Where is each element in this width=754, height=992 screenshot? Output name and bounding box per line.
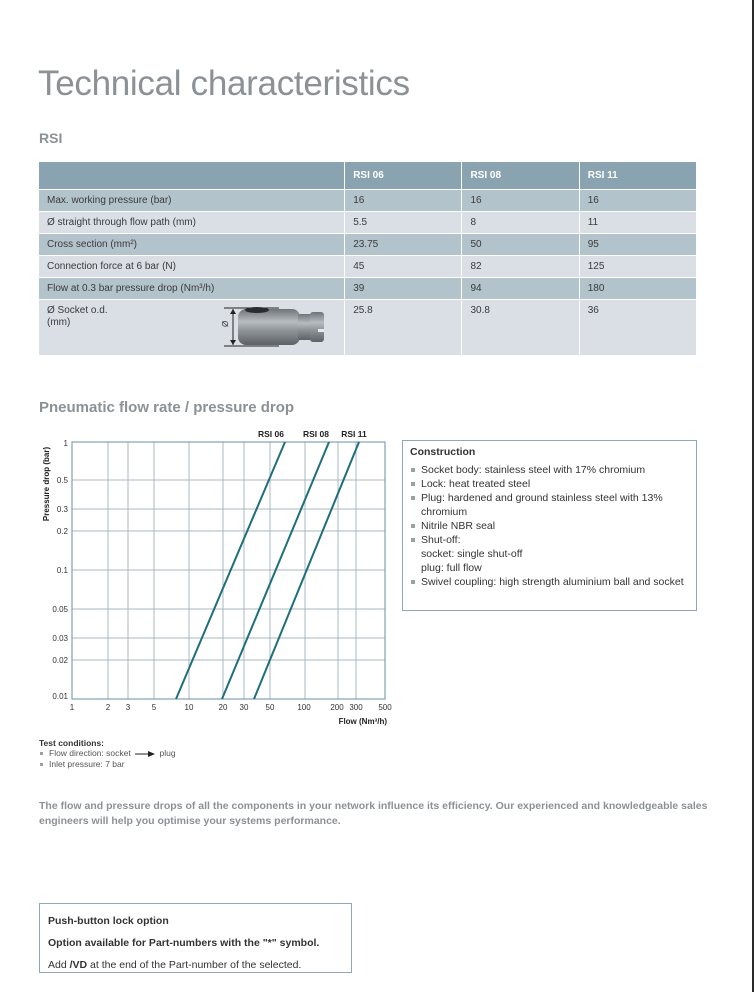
row-value: 23.75 bbox=[345, 233, 462, 255]
svg-text:0.5: 0.5 bbox=[56, 476, 68, 485]
list-item-sub: plug: full flow bbox=[421, 562, 482, 574]
construction-title: Construction bbox=[410, 446, 476, 458]
lock-option-box bbox=[39, 903, 352, 973]
table-row bbox=[39, 211, 697, 233]
svg-text:50: 50 bbox=[265, 703, 275, 712]
row-value: 25.8 bbox=[345, 299, 462, 355]
row-value: 30.8 bbox=[462, 299, 579, 355]
svg-text:0.2: 0.2 bbox=[56, 527, 68, 536]
test-conditions-list bbox=[39, 748, 176, 770]
svg-text:20: 20 bbox=[218, 703, 228, 712]
table-header-rsi06: RSI 06 bbox=[345, 162, 462, 189]
test-conditions bbox=[39, 738, 176, 770]
svg-text:1: 1 bbox=[69, 703, 75, 712]
row-value: 180 bbox=[579, 277, 696, 299]
instruction-suffix: at the end of the Part-number of the selected. bbox=[87, 959, 302, 971]
svg-text:100: 100 bbox=[297, 703, 311, 712]
row-value: 36 bbox=[579, 299, 696, 355]
svg-text:0.02: 0.02 bbox=[52, 656, 68, 665]
svg-text:1: 1 bbox=[63, 439, 68, 448]
row-value: 45 bbox=[345, 255, 462, 277]
svg-text:3: 3 bbox=[125, 703, 131, 712]
svg-text:0.01: 0.01 bbox=[52, 692, 68, 701]
lock-code: /VD bbox=[69, 959, 88, 971]
svg-text:0.3: 0.3 bbox=[56, 505, 68, 514]
row-value: 11 bbox=[579, 211, 696, 233]
series-label-rsi08: RSI 08 bbox=[303, 429, 329, 439]
lock-option-availability: Option available for Part-numbers with the "*" symbol. bbox=[48, 937, 320, 949]
section-label: RSI bbox=[39, 130, 63, 146]
spec-table bbox=[39, 162, 697, 356]
list-item-text: Shut-off: bbox=[421, 534, 461, 546]
socket-diagram-icon bbox=[219, 305, 334, 349]
list-item: Inlet pressure: 7 bar bbox=[39, 759, 176, 770]
chart-grid bbox=[72, 442, 385, 699]
list-item: Plug: hardened and ground stainless steel with 13% chromium bbox=[410, 491, 689, 519]
series-labels bbox=[258, 429, 367, 439]
list-item bbox=[39, 748, 176, 759]
flow-direction-suffix: plug bbox=[159, 748, 176, 758]
lock-option-instruction bbox=[48, 954, 343, 976]
row-label: Ø straight through flow path (mm) bbox=[39, 211, 345, 233]
chart-title: Pneumatic flow rate / pressure drop bbox=[39, 399, 295, 416]
lock-option-title: Push-button lock option bbox=[48, 915, 169, 927]
x-tick-labels bbox=[70, 703, 392, 712]
table-row bbox=[39, 233, 697, 255]
row-value: 50 bbox=[462, 233, 579, 255]
table-row bbox=[39, 189, 697, 211]
construction-box bbox=[402, 440, 697, 611]
series-label-rsi11: RSI 11 bbox=[341, 429, 367, 439]
list-item bbox=[410, 533, 689, 575]
row-label: Flow at 0.3 bar pressure drop (Nm³/h) bbox=[39, 277, 345, 299]
list-item: Swivel coupling: high strength aluminium ball and socket bbox=[410, 575, 689, 589]
series-label-rsi06: RSI 06 bbox=[258, 429, 284, 439]
test-conditions-title: Test conditions: bbox=[39, 738, 105, 748]
table-header-row bbox=[39, 162, 697, 189]
table-row bbox=[39, 277, 697, 299]
arrow-right-icon bbox=[135, 751, 155, 757]
svg-text:2: 2 bbox=[105, 703, 111, 712]
flow-direction-prefix: Flow direction: socket bbox=[49, 748, 131, 758]
list-item: Nitrile NBR seal bbox=[410, 519, 689, 533]
row-value: 125 bbox=[579, 255, 696, 277]
row-value: 95 bbox=[579, 233, 696, 255]
svg-text:0.05: 0.05 bbox=[52, 605, 68, 614]
row-label-cell bbox=[39, 299, 345, 355]
x-axis-label: Flow (Nm³/h) bbox=[338, 717, 387, 726]
table-header-rsi11: RSI 11 bbox=[579, 162, 696, 189]
y-axis-label: Pressure drop (bar) bbox=[42, 446, 51, 522]
svg-text:0.1: 0.1 bbox=[56, 566, 68, 575]
svg-text:200: 200 bbox=[330, 703, 344, 712]
flow-pressure-chart bbox=[0, 420, 400, 735]
y-tick-labels bbox=[52, 439, 68, 701]
svg-text:500: 500 bbox=[378, 703, 392, 712]
row-label-unit: (mm) bbox=[47, 316, 71, 328]
table-header-empty bbox=[39, 162, 345, 189]
svg-text:5: 5 bbox=[151, 703, 157, 712]
row-value: 94 bbox=[462, 277, 579, 299]
row-value: 16 bbox=[579, 189, 696, 211]
row-value: 16 bbox=[345, 189, 462, 211]
row-value: 8 bbox=[462, 211, 579, 233]
construction-list bbox=[410, 463, 689, 589]
table-header-rsi08: RSI 08 bbox=[462, 162, 579, 189]
svg-text:10: 10 bbox=[184, 703, 194, 712]
table-row bbox=[39, 255, 697, 277]
table-row bbox=[39, 299, 697, 355]
svg-text:Ø: Ø bbox=[221, 320, 230, 327]
svg-text:0.03: 0.03 bbox=[52, 634, 68, 643]
svg-text:300: 300 bbox=[349, 703, 363, 712]
list-item: Socket body: stainless steel with 17% chromium bbox=[410, 463, 689, 477]
row-value: 16 bbox=[462, 189, 579, 211]
page-title: Technical characteristics bbox=[38, 64, 410, 103]
row-label: Ø Socket o.d. bbox=[47, 304, 108, 316]
row-label: Connection force at 6 bar (N) bbox=[39, 255, 345, 277]
row-value: 82 bbox=[462, 255, 579, 277]
row-label: Cross section (mm²) bbox=[39, 233, 345, 255]
list-item-sub: socket: single shut-off bbox=[421, 548, 523, 560]
info-paragraph: The flow and pressure drops of all the components in your network influence its efficiency. Our experienced and knowledgeable sales engineers will help you optimise your systems performance. bbox=[39, 800, 708, 827]
row-value: 5.5 bbox=[345, 211, 462, 233]
list-item: Lock: heat treated steel bbox=[410, 477, 689, 491]
svg-text:30: 30 bbox=[239, 703, 249, 712]
row-value: 39 bbox=[345, 277, 462, 299]
instruction-prefix: Add bbox=[48, 959, 70, 971]
row-label: Max. working pressure (bar) bbox=[39, 189, 345, 211]
